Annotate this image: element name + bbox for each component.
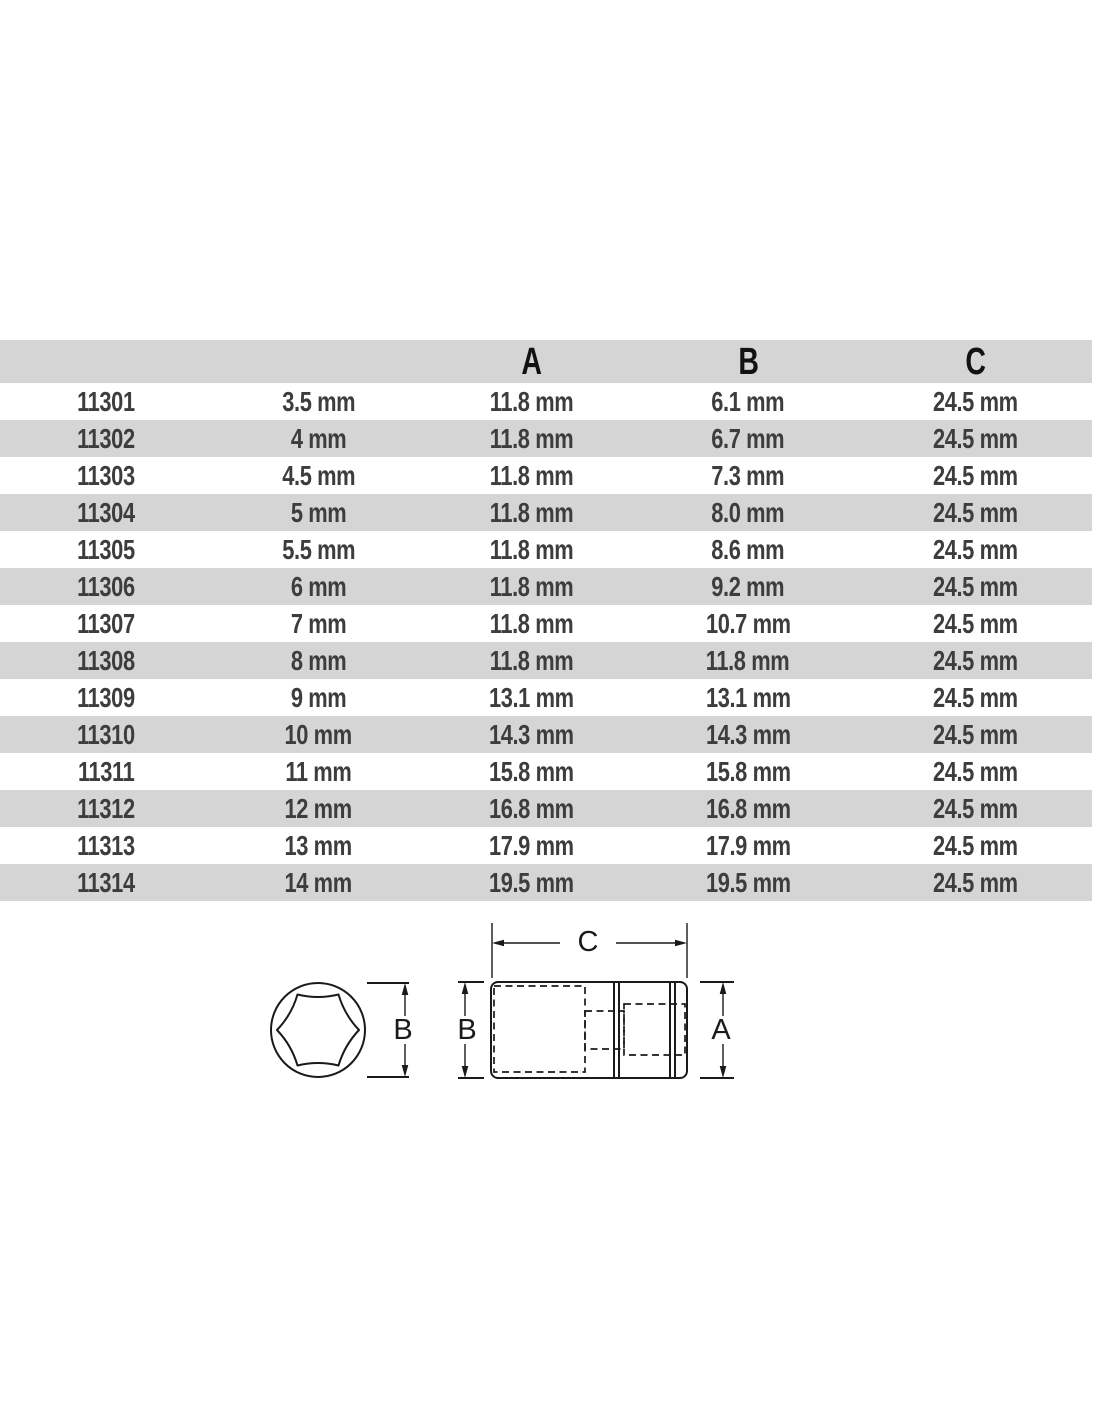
- cell-c: 24.5 mm: [932, 385, 1018, 417]
- cell-c: 24.5 mm: [932, 829, 1018, 861]
- cell-item: 11301: [77, 385, 135, 417]
- cell-size: 7 mm: [290, 607, 347, 639]
- cell-c: 24.5 mm: [932, 718, 1018, 750]
- cell-item: 11307: [77, 607, 135, 639]
- arrow-down-icon: [402, 1065, 409, 1077]
- cell-b: 11.8 mm: [706, 644, 790, 676]
- dim-label-b-side: B: [457, 1014, 477, 1046]
- cell-a: 19.5 mm: [489, 866, 574, 898]
- cell-c: 24.5 mm: [932, 681, 1018, 713]
- cell-item: 11306: [77, 570, 135, 602]
- cell-size: 12 mm: [284, 792, 353, 824]
- cell-b: 14.3 mm: [705, 718, 791, 750]
- cell-a: 11.8 mm: [489, 459, 574, 491]
- cell-b: 6.7 mm: [711, 422, 785, 454]
- table-row: [0, 864, 1092, 901]
- cell-item: 11305: [77, 533, 135, 565]
- socket-dimension-diagram: [0, 915, 1100, 1105]
- cell-item: 11302: [77, 422, 135, 454]
- cell-size: 8 mm: [290, 644, 347, 676]
- cell-b: 10.7 mm: [705, 607, 791, 639]
- cell-size: 3.5 mm: [282, 385, 355, 417]
- cell-a: 16.8 mm: [489, 792, 574, 824]
- hex-profile-view: [271, 983, 365, 1077]
- dimension-b-side: [457, 982, 484, 1078]
- cell-size: 14 mm: [284, 866, 353, 898]
- cell-size: 13 mm: [284, 829, 353, 861]
- cell-c: 24.5 mm: [932, 607, 1018, 639]
- cell-a: 11.8 mm: [489, 607, 574, 639]
- table-header-row: [0, 340, 1092, 383]
- arrow-up-icon: [720, 982, 727, 994]
- cell-item: 11309: [77, 681, 135, 713]
- cell-a: 11.8 mm: [489, 385, 574, 417]
- table-row: [0, 457, 1092, 494]
- dimension-a: [700, 982, 734, 1078]
- cell-a: 15.8 mm: [489, 755, 574, 787]
- table-row: [0, 827, 1092, 864]
- cell-b: 16.8 mm: [705, 792, 791, 824]
- arrow-down-icon: [462, 1066, 469, 1078]
- cell-size: 4 mm: [290, 422, 347, 454]
- cell-b: 8.0 mm: [711, 496, 785, 528]
- cell-item: 11308: [77, 644, 135, 676]
- cell-c: 24.5 mm: [932, 459, 1018, 491]
- cell-a: 14.3 mm: [489, 718, 574, 750]
- table-row: [0, 531, 1092, 568]
- cell-item: 11303: [77, 459, 135, 491]
- dim-label-c: C: [577, 926, 599, 958]
- table-row: [0, 605, 1092, 642]
- diagram-svg: [0, 915, 1100, 1105]
- header-cell-item: [0, 353, 212, 371]
- arrow-left-icon: [492, 940, 504, 947]
- cell-size: 11 mm: [285, 755, 352, 787]
- cell-b: 19.5 mm: [705, 866, 791, 898]
- dimension-c: [492, 923, 687, 978]
- table-row: [0, 568, 1092, 605]
- cell-b: 7.3 mm: [711, 459, 785, 491]
- socket-body-outline: [491, 982, 687, 1078]
- cell-size: 5 mm: [290, 496, 347, 528]
- cell-c: 24.5 mm: [932, 755, 1018, 787]
- cell-b: 9.2 mm: [711, 570, 785, 602]
- header-cell-b: B: [737, 340, 759, 383]
- cell-b: 6.1 mm: [711, 385, 785, 417]
- table-row: [0, 420, 1092, 457]
- header-cell-size: [212, 353, 425, 371]
- table-row: [0, 494, 1092, 531]
- cell-a: 11.8 mm: [489, 422, 574, 454]
- dimension-b-hex: [367, 983, 413, 1077]
- spec-table: [0, 340, 1092, 901]
- cell-size: 5.5 mm: [282, 533, 355, 565]
- cell-item: 11313: [77, 829, 135, 861]
- arrow-up-icon: [462, 982, 469, 994]
- arrow-right-icon: [675, 940, 687, 947]
- cell-c: 24.5 mm: [932, 422, 1018, 454]
- cell-size: 9 mm: [290, 681, 347, 713]
- dim-label-b-hex: B: [393, 1014, 413, 1046]
- cell-size: 4.5 mm: [282, 459, 355, 491]
- cell-a: 17.9 mm: [489, 829, 574, 861]
- hex-bore-hidden-outline: [494, 986, 585, 1072]
- cell-a: 13.1 mm: [489, 681, 574, 713]
- cell-size: 6 mm: [290, 570, 347, 602]
- table-row: [0, 790, 1092, 827]
- cell-b: 15.8 mm: [705, 755, 791, 787]
- cell-size: 10 mm: [284, 718, 353, 750]
- table-row: [0, 753, 1092, 790]
- cell-a: 11.8 mm: [489, 570, 574, 602]
- cell-item: 11312: [77, 792, 135, 824]
- cell-a: 11.8 mm: [489, 644, 574, 676]
- cell-b: 13.1 mm: [705, 681, 791, 713]
- socket-side-view: [491, 982, 687, 1078]
- cell-c: 24.5 mm: [932, 644, 1018, 676]
- header-cell-a: A: [521, 340, 542, 383]
- cell-c: 24.5 mm: [932, 792, 1018, 824]
- cell-b: 8.6 mm: [711, 533, 785, 565]
- cell-c: 24.5 mm: [932, 533, 1018, 565]
- cell-item: 11304: [77, 496, 135, 528]
- table-row: [0, 642, 1092, 679]
- table-row: [0, 679, 1092, 716]
- cell-item: 11311: [77, 755, 135, 787]
- header-cell-c: C: [964, 340, 986, 383]
- cell-c: 24.5 mm: [932, 570, 1018, 602]
- cell-c: 24.5 mm: [932, 496, 1018, 528]
- hex-socket-profile: [277, 995, 359, 1066]
- table-row: [0, 383, 1092, 420]
- table-row: [0, 716, 1092, 753]
- cell-a: 11.8 mm: [489, 496, 574, 528]
- arrow-up-icon: [402, 983, 409, 995]
- cell-item: 11314: [77, 866, 135, 898]
- cell-item: 11310: [77, 718, 135, 750]
- arrow-down-icon: [720, 1066, 727, 1078]
- cell-c: 24.5 mm: [932, 866, 1018, 898]
- cell-b: 17.9 mm: [705, 829, 791, 861]
- cell-a: 11.8 mm: [489, 533, 574, 565]
- dim-label-a: A: [711, 1014, 731, 1046]
